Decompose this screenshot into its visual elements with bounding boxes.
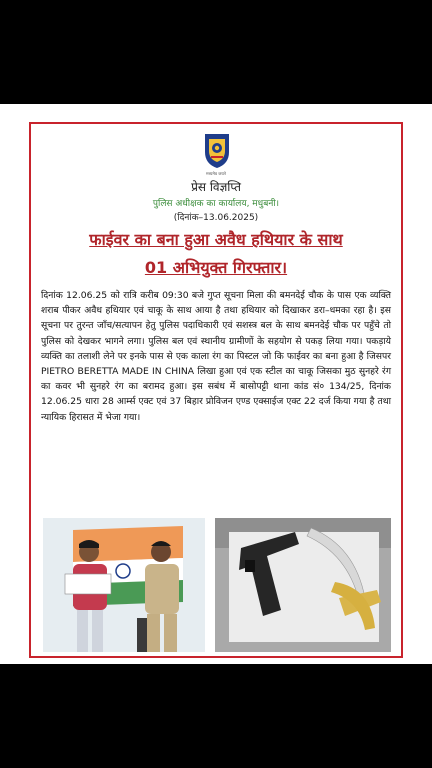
headline-line-2: 01 अभियुक्त गिरफ्तार।: [144, 258, 288, 277]
document-page: [0, 104, 432, 664]
accused-photo: [43, 518, 205, 652]
emblem-caption: मध्यमेव जयते: [206, 171, 226, 176]
police-emblem-icon: [199, 130, 235, 170]
recovered-weapons-photo: [215, 518, 391, 652]
body-paragraph: दिनांक 12.06.25 को रात्रि करीब 09:30 बजे गुप्त सूचना मिला की बमनदेई चौक के पास एक व्यक्ति शराब पीकर अवैध हथियार एवं चाकू के साथ आया है तथा हथियार को दिखाकर डरा–धमका रहा है। इस सूचना पर तुरन्त जाँच/सत्यापन हेतु पुलिस पदाधिकारी एवं सशस्त्र बल के साथ बमनदेई चौक पर पहुँचे तो पुलिस को देखकर भागने लगा। पुलिस बल एवं स्थानीय ग्रामीणों के सहयोग से पकड़ लिया गया। पकड़ाये व्यक्ति का तलाशी लेने पर इनके पास से एक काला रंग का पिस्टल जो कि फाईवर का बना हुआ है जिसपर PIETRO BERETTA MADE IN CHINA लिखा हुआ एवं एक स्टील का चाकू जिसका मुठ सुनहरे रंग का कवर भी सुनहरे रंग का बरामद हुआ। इस सबंध में बासोपट्टी थाना कांड सं० 134/25, दिनांक 12.06.25 धारा 28 आर्म्स एक्ट एवं 37 बिहार प्रोविजन एण्ड एक्साईज एक्ट 22 दर्ज किया गया है तथा न्यायिक हिरासत में भेजा गया।: [41, 290, 391, 423]
press-release-frame: [29, 122, 403, 658]
headline-line-1: फाईवर का बना हुआ अवैध हथियार के साथ: [89, 230, 343, 249]
office-line: पुलिस अधीक्षक का कार्यालय, मधुबनी।: [152, 199, 280, 209]
press-release-title: प्रेस विज्ञप्ति: [191, 180, 241, 194]
date-line: (दिनांक–13.06.2025): [173, 213, 259, 223]
